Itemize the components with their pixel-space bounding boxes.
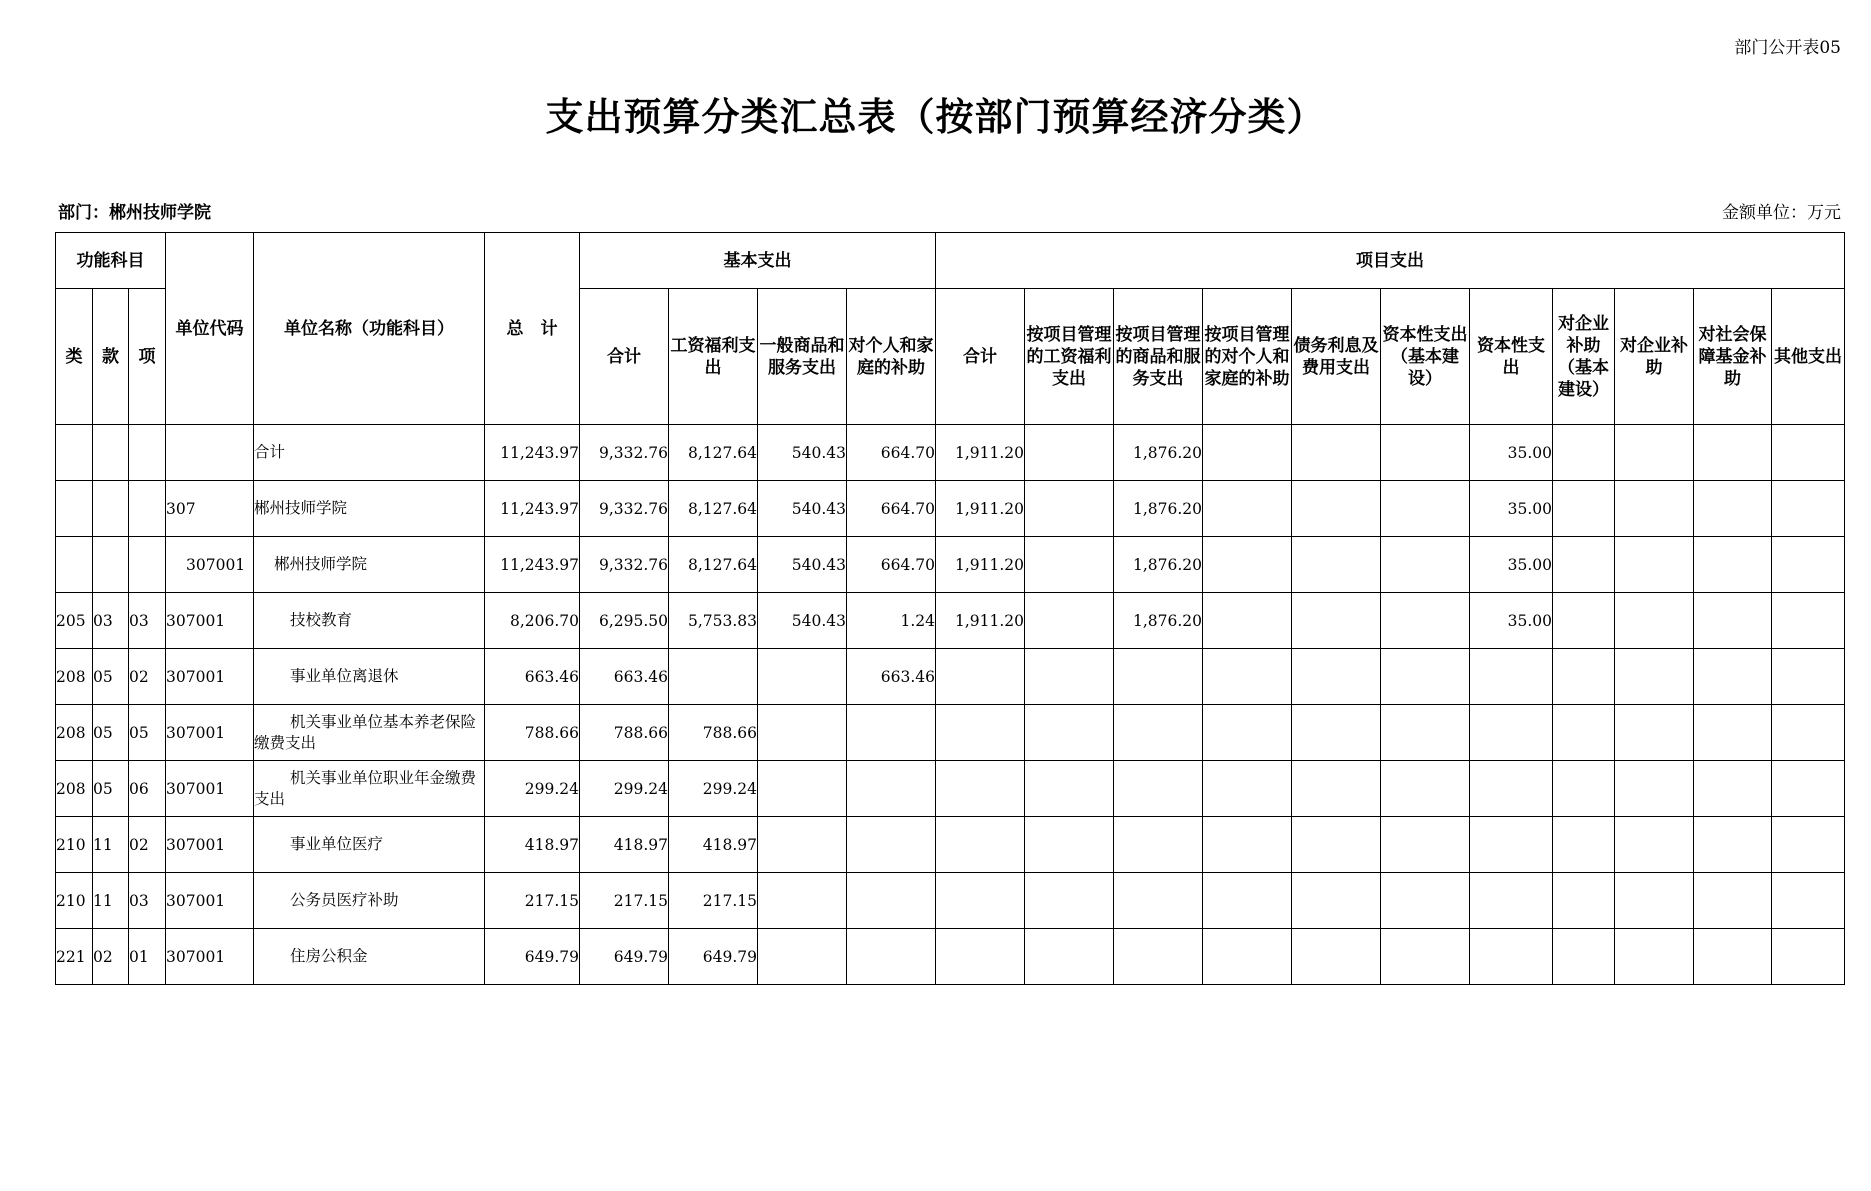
p-goods-cell xyxy=(1114,705,1203,761)
b-salary-cell: 8,127.64 xyxy=(669,425,758,481)
lei-header: 类 xyxy=(56,289,93,425)
p-capital-construct-cell xyxy=(1381,649,1470,705)
p-capital-cell xyxy=(1470,761,1553,817)
p-total-cell xyxy=(936,705,1025,761)
p-capital-construct-cell xyxy=(1381,873,1470,929)
p-social-cell xyxy=(1694,649,1772,705)
total-header: 总 计 xyxy=(485,233,580,425)
b-salary-cell: 8,127.64 xyxy=(669,537,758,593)
xiang-cell: 03 xyxy=(129,593,166,649)
p-enterprise-cell xyxy=(1615,481,1694,537)
xiang-cell xyxy=(129,481,166,537)
amount-unit-label: 金额单位：万元 xyxy=(1722,203,1841,223)
lei-cell xyxy=(56,537,93,593)
unit-code-cell: 307001 xyxy=(166,817,254,873)
project-total-header: 合计 xyxy=(936,289,1025,425)
p-goods-cell xyxy=(1114,761,1203,817)
p-enterprise-construct-cell xyxy=(1553,593,1615,649)
p-salary-cell xyxy=(1025,537,1114,593)
p-debt-cell xyxy=(1292,817,1381,873)
p-goods-cell xyxy=(1114,817,1203,873)
b-personal-cell: 1.24 xyxy=(847,593,936,649)
total-cell: 8,206.70 xyxy=(485,593,580,649)
p-other-cell xyxy=(1772,537,1845,593)
p-capital-cell xyxy=(1470,705,1553,761)
p-personal-cell xyxy=(1203,761,1292,817)
unit-name-cell: 住房公积金 xyxy=(254,929,485,985)
kuan-header: 款 xyxy=(93,289,129,425)
b-total-cell: 9,332.76 xyxy=(580,537,669,593)
b-personal-cell: 664.70 xyxy=(847,425,936,481)
budget-table xyxy=(55,232,1845,985)
kuan-cell xyxy=(93,425,129,481)
basic-salary-header: 工资福利支出 xyxy=(669,289,758,425)
p-enterprise-construct-cell xyxy=(1553,705,1615,761)
lei-cell: 221 xyxy=(56,929,93,985)
b-personal-cell: 664.70 xyxy=(847,481,936,537)
project-social-header: 对社会保障基金补助 xyxy=(1694,289,1772,425)
lei-cell: 210 xyxy=(56,817,93,873)
p-total-cell: 1,911.20 xyxy=(936,481,1025,537)
p-enterprise-construct-cell xyxy=(1553,929,1615,985)
p-goods-cell xyxy=(1114,929,1203,985)
p-total-cell: 1,911.20 xyxy=(936,425,1025,481)
xiang-cell xyxy=(129,425,166,481)
p-salary-cell xyxy=(1025,929,1114,985)
xiang-cell: 06 xyxy=(129,761,166,817)
b-total-cell: 299.24 xyxy=(580,761,669,817)
p-debt-cell xyxy=(1292,929,1381,985)
kuan-cell xyxy=(93,481,129,537)
unit-name-cell: 郴州技师学院 xyxy=(254,481,485,537)
b-goods-cell: 540.43 xyxy=(758,481,847,537)
p-other-cell xyxy=(1772,705,1845,761)
p-personal-cell xyxy=(1203,873,1292,929)
xiang-cell: 05 xyxy=(129,705,166,761)
p-salary-cell xyxy=(1025,649,1114,705)
unit-code-cell: 307001 xyxy=(166,593,254,649)
p-personal-cell xyxy=(1203,817,1292,873)
p-total-cell: 1,911.20 xyxy=(936,537,1025,593)
unit-name-cell: 事业单位离退休 xyxy=(254,649,485,705)
basic-personal-header: 对个人和家庭的补助 xyxy=(847,289,936,425)
xiang-cell: 02 xyxy=(129,817,166,873)
p-debt-cell xyxy=(1292,425,1381,481)
b-salary-cell: 5,753.83 xyxy=(669,593,758,649)
p-debt-cell xyxy=(1292,481,1381,537)
p-personal-cell xyxy=(1203,481,1292,537)
total-cell: 418.97 xyxy=(485,817,580,873)
b-salary-cell: 649.79 xyxy=(669,929,758,985)
p-other-cell xyxy=(1772,873,1845,929)
basic-expense-header: 基本支出 xyxy=(580,233,936,289)
p-enterprise-construct-cell xyxy=(1553,649,1615,705)
p-personal-cell xyxy=(1203,705,1292,761)
unit-name-header: 单位名称（功能科目） xyxy=(254,233,485,425)
department-label: 部门：郴州技师学院 xyxy=(58,203,211,223)
b-goods-cell xyxy=(758,929,847,985)
b-salary-cell: 8,127.64 xyxy=(669,481,758,537)
p-capital-construct-cell xyxy=(1381,929,1470,985)
table-row xyxy=(56,537,1845,593)
unit-name-cell: 技校教育 xyxy=(254,593,485,649)
unit-code-cell: 307 xyxy=(166,481,254,537)
p-capital-cell: 35.00 xyxy=(1470,481,1553,537)
lei-cell: 208 xyxy=(56,649,93,705)
unit-name-cell: 合计 xyxy=(254,425,485,481)
unit-code-cell: 307001 xyxy=(166,761,254,817)
form-number: 部门公开表05 xyxy=(1734,38,1841,58)
p-capital-construct-cell xyxy=(1381,481,1470,537)
total-cell: 11,243.97 xyxy=(485,481,580,537)
p-debt-cell xyxy=(1292,537,1381,593)
project-capital-construct-header: 资本性支出（基本建设） xyxy=(1381,289,1470,425)
page-title: 支出预算分类汇总表（按部门预算经济分类） xyxy=(545,95,1326,139)
b-salary-cell: 418.97 xyxy=(669,817,758,873)
p-salary-cell xyxy=(1025,873,1114,929)
b-total-cell: 9,332.76 xyxy=(580,425,669,481)
total-cell: 649.79 xyxy=(485,929,580,985)
project-salary-header: 按项目管理的工资福利支出 xyxy=(1025,289,1114,425)
kuan-cell: 05 xyxy=(93,761,129,817)
p-other-cell xyxy=(1772,761,1845,817)
table-row xyxy=(56,705,1845,761)
b-goods-cell: 540.43 xyxy=(758,537,847,593)
p-enterprise-cell xyxy=(1615,761,1694,817)
project-capital-header: 资本性支出 xyxy=(1470,289,1553,425)
kuan-cell: 03 xyxy=(93,593,129,649)
project-other-header: 其他支出 xyxy=(1772,289,1845,425)
total-cell: 217.15 xyxy=(485,873,580,929)
p-goods-cell: 1,876.20 xyxy=(1114,537,1203,593)
p-capital-construct-cell xyxy=(1381,761,1470,817)
b-goods-cell: 540.43 xyxy=(758,593,847,649)
p-salary-cell xyxy=(1025,425,1114,481)
p-social-cell xyxy=(1694,761,1772,817)
p-other-cell xyxy=(1772,593,1845,649)
b-salary-cell: 217.15 xyxy=(669,873,758,929)
p-social-cell xyxy=(1694,929,1772,985)
p-social-cell xyxy=(1694,593,1772,649)
xiang-cell: 02 xyxy=(129,649,166,705)
total-cell: 788.66 xyxy=(485,705,580,761)
unit-name-cell: 机关事业单位基本养老保险缴费支出 xyxy=(254,705,485,761)
unit-code-cell: 307001 xyxy=(166,705,254,761)
total-cell: 11,243.97 xyxy=(485,425,580,481)
b-total-cell: 788.66 xyxy=(580,705,669,761)
p-capital-construct-cell xyxy=(1381,425,1470,481)
p-capital-cell xyxy=(1470,873,1553,929)
p-debt-cell xyxy=(1292,873,1381,929)
p-enterprise-construct-cell xyxy=(1553,761,1615,817)
unit-code-cell: 307001 xyxy=(166,929,254,985)
p-total-cell xyxy=(936,873,1025,929)
xiang-header: 项 xyxy=(129,289,166,425)
p-capital-construct-cell xyxy=(1381,705,1470,761)
p-enterprise-cell xyxy=(1615,817,1694,873)
p-enterprise-construct-cell xyxy=(1553,873,1615,929)
b-personal-cell xyxy=(847,761,936,817)
b-personal-cell xyxy=(847,705,936,761)
p-goods-cell xyxy=(1114,649,1203,705)
unit-code-cell xyxy=(166,425,254,481)
p-salary-cell xyxy=(1025,817,1114,873)
p-salary-cell xyxy=(1025,593,1114,649)
p-enterprise-cell xyxy=(1615,929,1694,985)
p-enterprise-cell xyxy=(1615,593,1694,649)
b-personal-cell xyxy=(847,873,936,929)
p-goods-cell: 1,876.20 xyxy=(1114,425,1203,481)
basic-total-header: 合计 xyxy=(580,289,669,425)
p-other-cell xyxy=(1772,817,1845,873)
kuan-cell: 05 xyxy=(93,649,129,705)
xiang-cell xyxy=(129,537,166,593)
unit-code-header: 单位代码 xyxy=(166,233,254,425)
p-other-cell xyxy=(1772,425,1845,481)
p-debt-cell xyxy=(1292,761,1381,817)
p-goods-cell: 1,876.20 xyxy=(1114,481,1203,537)
p-capital-construct-cell xyxy=(1381,537,1470,593)
p-personal-cell xyxy=(1203,649,1292,705)
project-enterprise-construct-header: 对企业补助（基本建设） xyxy=(1553,289,1615,425)
p-enterprise-construct-cell xyxy=(1553,537,1615,593)
p-enterprise-cell xyxy=(1615,705,1694,761)
p-social-cell xyxy=(1694,481,1772,537)
b-personal-cell xyxy=(847,817,936,873)
lei-cell: 208 xyxy=(56,705,93,761)
project-goods-header: 按项目管理的商品和服务支出 xyxy=(1114,289,1203,425)
p-capital-cell: 35.00 xyxy=(1470,425,1553,481)
b-salary-cell: 299.24 xyxy=(669,761,758,817)
b-goods-cell xyxy=(758,873,847,929)
lei-cell: 205 xyxy=(56,593,93,649)
table-row xyxy=(56,873,1845,929)
b-total-cell: 663.46 xyxy=(580,649,669,705)
table-row xyxy=(56,649,1845,705)
table-row xyxy=(56,761,1845,817)
p-personal-cell xyxy=(1203,425,1292,481)
table-row xyxy=(56,817,1845,873)
p-capital-cell: 35.00 xyxy=(1470,593,1553,649)
b-goods-cell xyxy=(758,649,847,705)
kuan-cell xyxy=(93,537,129,593)
p-capital-construct-cell xyxy=(1381,817,1470,873)
p-other-cell xyxy=(1772,649,1845,705)
unit-code-cell: 307001 xyxy=(166,873,254,929)
unit-name-cell: 公务员医疗补助 xyxy=(254,873,485,929)
table-row xyxy=(56,425,1845,481)
p-total-cell xyxy=(936,761,1025,817)
project-expense-header: 项目支出 xyxy=(936,233,1845,289)
total-cell: 663.46 xyxy=(485,649,580,705)
kuan-cell: 05 xyxy=(93,705,129,761)
b-goods-cell xyxy=(758,705,847,761)
unit-name-cell: 郴州技师学院 xyxy=(254,537,485,593)
b-salary-cell: 788.66 xyxy=(669,705,758,761)
p-total-cell: 1,911.20 xyxy=(936,593,1025,649)
unit-code-cell: 307001 xyxy=(166,537,254,593)
p-enterprise-construct-cell xyxy=(1553,425,1615,481)
table-body xyxy=(56,425,1845,985)
kuan-cell: 11 xyxy=(93,817,129,873)
lei-cell: 208 xyxy=(56,761,93,817)
b-goods-cell xyxy=(758,761,847,817)
p-salary-cell xyxy=(1025,705,1114,761)
project-enterprise-header: 对企业补助 xyxy=(1615,289,1694,425)
p-personal-cell xyxy=(1203,929,1292,985)
p-salary-cell xyxy=(1025,481,1114,537)
kuan-cell: 11 xyxy=(93,873,129,929)
basic-goods-header: 一般商品和服务支出 xyxy=(758,289,847,425)
lei-cell xyxy=(56,481,93,537)
p-capital-construct-cell xyxy=(1381,593,1470,649)
p-social-cell xyxy=(1694,817,1772,873)
p-personal-cell xyxy=(1203,537,1292,593)
lei-cell: 210 xyxy=(56,873,93,929)
p-other-cell xyxy=(1772,481,1845,537)
unit-code-cell: 307001 xyxy=(166,649,254,705)
func-subject-header: 功能科目 xyxy=(56,233,166,289)
p-enterprise-construct-cell xyxy=(1553,817,1615,873)
p-enterprise-construct-cell xyxy=(1553,481,1615,537)
unit-name-cell: 事业单位医疗 xyxy=(254,817,485,873)
b-total-cell: 9,332.76 xyxy=(580,481,669,537)
kuan-cell: 02 xyxy=(93,929,129,985)
p-total-cell xyxy=(936,817,1025,873)
p-capital-cell xyxy=(1470,929,1553,985)
project-debt-header: 债务利息及费用支出 xyxy=(1292,289,1381,425)
lei-cell xyxy=(56,425,93,481)
total-cell: 11,243.97 xyxy=(485,537,580,593)
b-goods-cell: 540.43 xyxy=(758,425,847,481)
p-capital-cell xyxy=(1470,649,1553,705)
p-total-cell xyxy=(936,649,1025,705)
p-enterprise-cell xyxy=(1615,537,1694,593)
p-enterprise-cell xyxy=(1615,873,1694,929)
b-total-cell: 6,295.50 xyxy=(580,593,669,649)
b-personal-cell: 663.46 xyxy=(847,649,936,705)
p-other-cell xyxy=(1772,929,1845,985)
p-capital-cell xyxy=(1470,817,1553,873)
p-enterprise-cell xyxy=(1615,425,1694,481)
xiang-cell: 01 xyxy=(129,929,166,985)
p-goods-cell: 1,876.20 xyxy=(1114,593,1203,649)
table-row xyxy=(56,593,1845,649)
p-goods-cell xyxy=(1114,873,1203,929)
p-total-cell xyxy=(936,929,1025,985)
table-row xyxy=(56,481,1845,537)
p-social-cell xyxy=(1694,537,1772,593)
b-salary-cell xyxy=(669,649,758,705)
total-cell: 299.24 xyxy=(485,761,580,817)
b-personal-cell: 664.70 xyxy=(847,537,936,593)
p-salary-cell xyxy=(1025,761,1114,817)
b-total-cell: 418.97 xyxy=(580,817,669,873)
project-personal-header: 按项目管理的对个人和家庭的补助 xyxy=(1203,289,1292,425)
b-total-cell: 217.15 xyxy=(580,873,669,929)
table-row xyxy=(56,929,1845,985)
xiang-cell: 03 xyxy=(129,873,166,929)
p-social-cell xyxy=(1694,425,1772,481)
p-enterprise-cell xyxy=(1615,649,1694,705)
p-social-cell xyxy=(1694,873,1772,929)
unit-name-cell: 机关事业单位职业年金缴费支出 xyxy=(254,761,485,817)
p-debt-cell xyxy=(1292,593,1381,649)
p-debt-cell xyxy=(1292,705,1381,761)
p-capital-cell: 35.00 xyxy=(1470,537,1553,593)
p-personal-cell xyxy=(1203,593,1292,649)
b-total-cell: 649.79 xyxy=(580,929,669,985)
b-goods-cell xyxy=(758,817,847,873)
p-social-cell xyxy=(1694,705,1772,761)
p-debt-cell xyxy=(1292,649,1381,705)
b-personal-cell xyxy=(847,929,936,985)
